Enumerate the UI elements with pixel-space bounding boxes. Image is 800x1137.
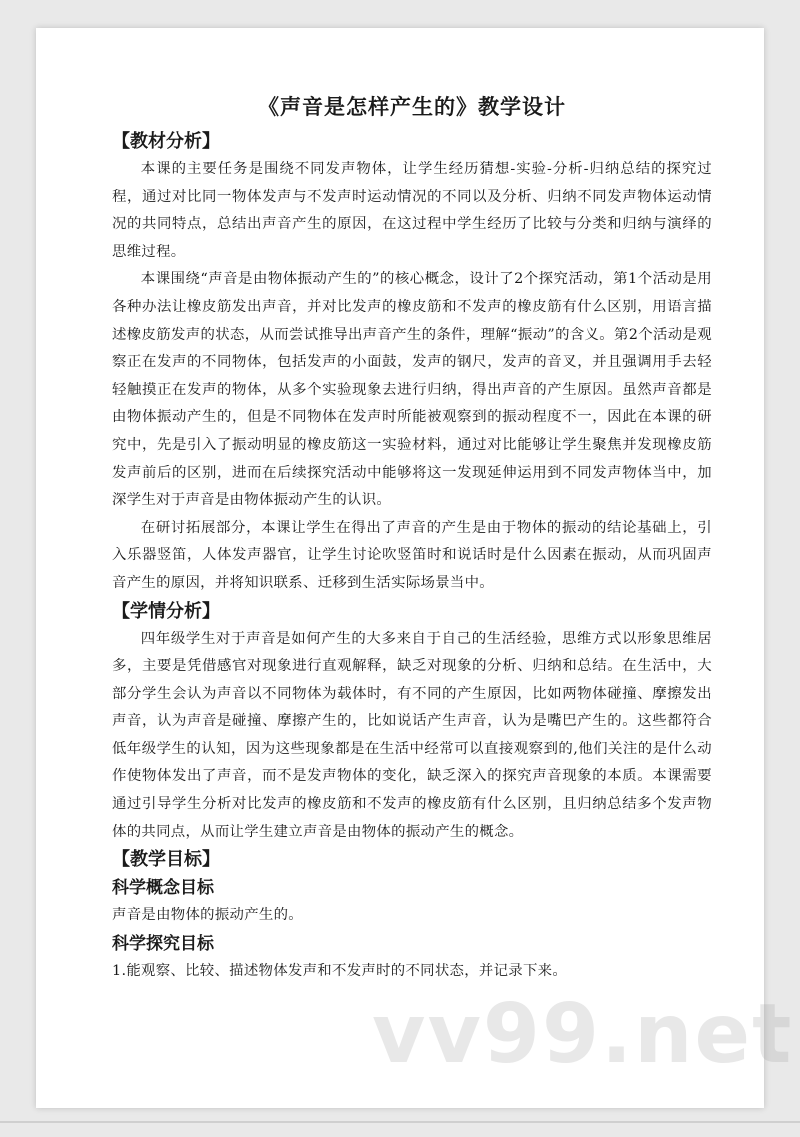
paragraph: 四年级学生对于声音是如何产生的大多来自于自己的生活经验，思维方式以形象思维居多，主要是凭借感官对现象进行直观解释，缺乏对现象的分析、归纳和总结。在生活中，大部分学生会认为声音以不同物体为载体时，有不同的产生原因，比如两物体碰撞、摩擦发出声音，认为声音是碰撞、摩擦产生的，比如说话产生声音，认为是嘴巴产生的。这些都符合低年级学生的认知，因为这些现象都是在生活中经常可以直接观察到的,他们关注的是什么动作使物体发出了声音，而不是发声物体的变化，缺乏深入的探究声音现象的本质。本课需要通过引导学生分析对比发声的橡皮筋和不发声的橡皮筋有什么区别，且归纳总结多个发声物体的共同点，从而让学生建立声音是由物体的振动产生的概念。 (112, 630, 712, 840)
watermark-text: vv99.net (372, 987, 794, 1082)
paragraph: 在研讨拓展部分，本课让学生在得出了声音的产生是由于物体的振动的结论基础上，引入乐器竖笛，人体发声器官，让学生讨论吹竖笛时和说话时是什么因素在振动，从而巩固声音产生的原因，并将知识联系、迁移到生活实际场景当中。 (112, 519, 712, 591)
section-student-analysis (112, 598, 712, 847)
document-title: 《声音是怎样产生的》教学设计 (258, 94, 566, 119)
page-divider (0, 1121, 800, 1123)
section-heading-teaching-goals: 【教学目标】 (112, 849, 220, 871)
document-page (36, 28, 764, 1108)
document-content (112, 90, 712, 985)
section-textbook-analysis (112, 128, 712, 598)
section-teaching-goals (112, 846, 712, 985)
subheading-inquiry-goal: 科学探究目标 (112, 933, 214, 954)
section-heading-textbook-analysis: 【教材分析】 (112, 131, 220, 152)
inquiry-goal-text: 1.能观察、比较、描述物体发声和不发声时的不同状态，并记录下来。 (112, 962, 568, 979)
paragraph: 本课的主要任务是围绕不同发声物体，让学生经历猜想-实验-分析-归纳总结的探究过程，通过对比同一物体发声与不发声时运动情况的不同以及分析、归纳不同发声物体运动情况的共同特点，总结出声音产生的原因，在这过程中学生经历了比较与分类和归纳与演绎的思维过程。 (112, 161, 712, 260)
subheading-concept-goal: 科学概念目标 (112, 878, 214, 899)
paragraph: 本课围绕“声音是由物体振动产生的”的核心概念，设计了2个探究活动，第1个活动是用各种办法让橡皮筋发出声音，并对比发声的橡皮筋和不发声的橡皮筋有什么区别，用语言描述橡皮筋发声的状态，从而尝试推导出声音产生的条件，理解“振动”的含义。第2个活动是观察正在发声的不同物体，包括发声的小面鼓，发声的钢尺，发声的音叉，并且强调用手去轻轻触摸正在发声的物体，从多个实验现象去进行归纳，得出声音的产生原因。虽然声音都是由物体振动产生的，但是不同物体在发声时所能被观察到的振动程度不一，因此在本课的研究中，先是引入了振动明显的橡皮筋这一实验材料，通过对比能够让学生聚焦并发现橡皮筋发声前后的区别，进而在后续探究活动中能够将这一发现延伸运用到不同发声物体当中，加深学生对于声音是由物体振动产生的认识。 (112, 271, 712, 509)
section-heading-student-analysis: 【学情分析】 (112, 600, 220, 622)
concept-goal-text: 声音是由物体的振动产生的。 (112, 907, 303, 924)
